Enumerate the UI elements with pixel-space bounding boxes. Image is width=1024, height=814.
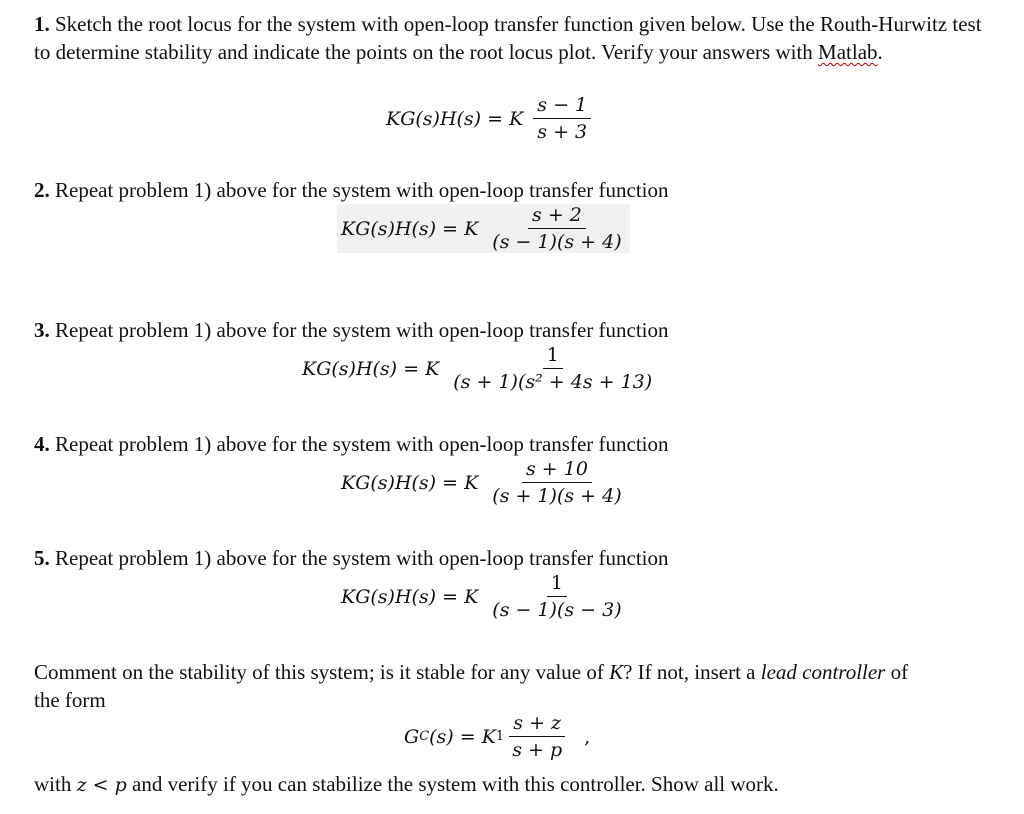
problem-number: 2.: [34, 178, 50, 202]
numerator: 1: [543, 344, 563, 369]
fraction: [508, 712, 566, 761]
problem-1-text: [34, 10, 994, 66]
comment-part: ? If not, insert a: [623, 660, 761, 684]
matlab-word: Matlab: [818, 40, 878, 64]
numerator: s − 1: [533, 94, 591, 119]
problem-4-body: Repeat problem 1) above for the system with open-loop transfer function: [49, 432, 669, 456]
z-less-p: z < p: [76, 774, 127, 796]
fraction: [449, 344, 656, 393]
fraction: [488, 572, 625, 621]
problem-number: 5.: [34, 546, 50, 570]
denominator: (s − 1)(s + 4): [492, 231, 622, 253]
trailing-comma: ,: [584, 725, 591, 748]
equation-lhs: KG(s)H(s) = K: [341, 471, 479, 494]
equation-5: [341, 572, 626, 621]
closing-part: and verify if you can stabilize the system with this controller. Show all work.: [126, 772, 779, 796]
equation-2: [337, 204, 630, 253]
closing-text: [34, 770, 994, 799]
numerator: s + z: [509, 712, 565, 737]
problem-number: 1.: [34, 12, 50, 36]
denominator: s + 3: [537, 121, 588, 143]
problem-3-body: Repeat problem 1) above for the system with open-loop transfer function: [49, 318, 669, 342]
equation-1: [386, 94, 591, 143]
k-symbol: K: [609, 660, 624, 684]
problem-1-end: .: [877, 40, 883, 64]
equation-lhs: KG(s)H(s) = K: [386, 107, 524, 130]
denominator: (s + 1)(s² + 4s + 13): [453, 371, 653, 393]
closing-part: with: [34, 772, 77, 796]
problem-5-text: [34, 544, 994, 572]
numerator: s + 10: [522, 458, 592, 483]
problem-number: 3.: [34, 318, 50, 342]
controller-g: G: [404, 725, 420, 748]
lead-controller-term: lead controller: [760, 660, 886, 684]
equation-3: [302, 344, 656, 393]
denominator: (s + 1)(s + 4): [492, 485, 622, 507]
comment-part: of the form: [34, 660, 909, 712]
fraction: [488, 204, 625, 253]
problem-2-body: Repeat problem 1) above for the system with open-loop transfer function: [49, 178, 669, 202]
problem-number: 4.: [34, 432, 50, 456]
problem-4-text: [34, 430, 994, 458]
comment-text: [34, 658, 914, 714]
equation-lhs: KG(s)H(s) = K: [341, 217, 479, 240]
problem-2-text: [34, 176, 994, 204]
problem-3-text: [34, 316, 994, 344]
controller-equation: [404, 712, 590, 761]
problem-1-body: Sketch the root locus for the system with open-loop transfer function given below. Use the Routh-Hurwitz test to determine stability and indicate the points on the root locus plot. Verify your answers with: [34, 12, 982, 64]
equation-4: [341, 458, 626, 507]
controller-subscript: C: [419, 729, 430, 744]
comment-part: Comment on the stability of this system; is it stable for any value of: [34, 660, 610, 684]
problem-5-body: Repeat problem 1) above for the system with open-loop transfer function: [49, 546, 669, 570]
controller-lhs: (s) = K: [429, 725, 496, 748]
fraction: [488, 458, 625, 507]
denominator: s + p: [512, 739, 563, 761]
fraction: [533, 94, 591, 143]
denominator: (s − 1)(s − 3): [492, 599, 622, 621]
equation-lhs: KG(s)H(s) = K: [341, 585, 479, 608]
numerator: 1: [547, 572, 567, 597]
k1-subscript: 1: [495, 729, 505, 744]
equation-lhs: KG(s)H(s) = K: [302, 357, 440, 380]
numerator: s + 2: [528, 204, 586, 229]
